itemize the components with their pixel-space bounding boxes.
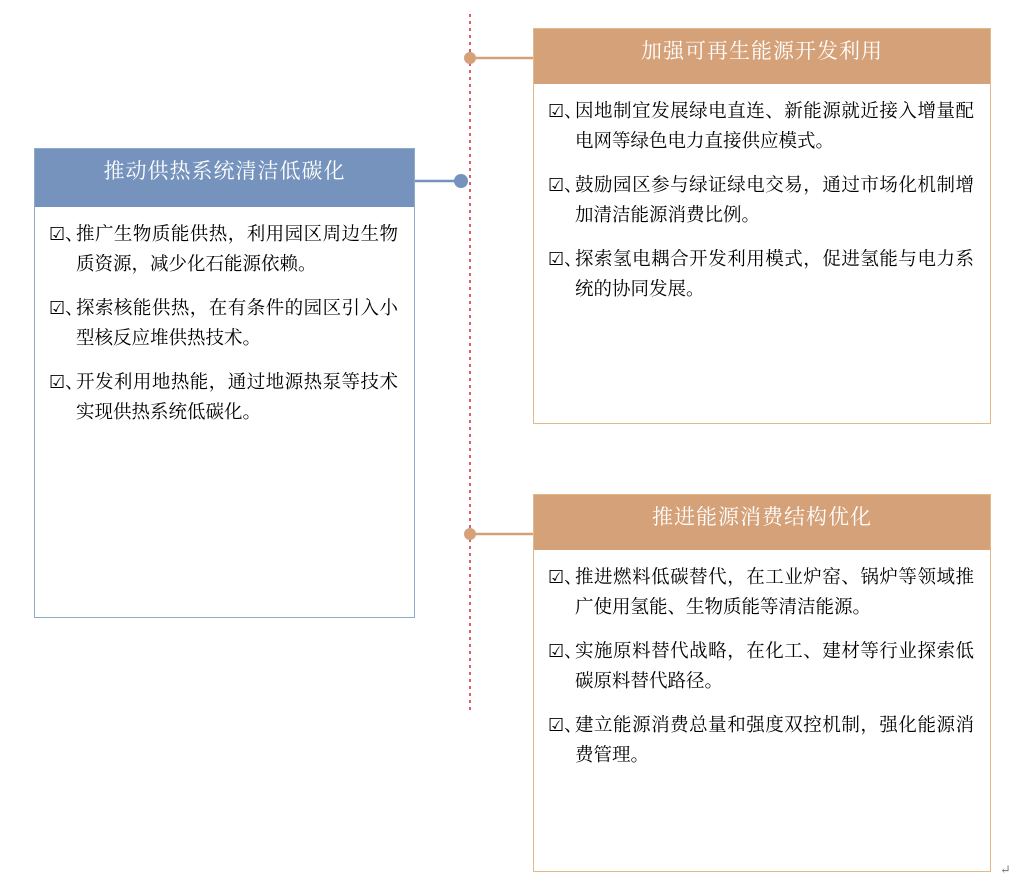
checkbox-icon: ☑、: [49, 371, 84, 393]
list-item-text: 推进燃料低碳替代，在工业炉窑、锅炉等领域推广使用氢能、生物质能等清洁能源。: [575, 568, 974, 618]
list-item-text: 实施原料替代战略，在化工、建材等行业探索低碳原料替代路径。: [575, 641, 974, 692]
checkbox-icon: ☑、: [548, 714, 583, 736]
list-item[interactable]: [49, 369, 398, 429]
paragraph-mark: ↵: [1000, 862, 1011, 877]
list-item-text: 开发利用地热能，通过地源热泵等技术实现供热系统低碳化。: [76, 372, 398, 423]
card-consumption-title: 推进能源消费结构优化: [534, 495, 990, 550]
list-item[interactable]: [49, 295, 398, 355]
list-item[interactable]: [548, 712, 974, 772]
checkbox-icon: ☑、: [548, 567, 583, 588]
card-renewable-title: 加强可再生能源开发利用: [534, 29, 990, 84]
checkbox-icon: ☑、: [548, 640, 583, 662]
branch-node-consumption: [464, 528, 476, 540]
card-consumption-body: [534, 550, 990, 786]
card-renewable-body: [534, 84, 990, 320]
list-item-text: 探索氢电耦合开发利用模式，促进氢能与电力系统的协同发展。: [575, 249, 974, 300]
checkbox-icon: ☑、: [548, 248, 583, 270]
checkbox-icon: ☑、: [49, 224, 84, 245]
checkbox-icon: ☑、: [548, 101, 583, 122]
branch-node-renewable: [464, 52, 476, 64]
card-heating[interactable]: [34, 148, 415, 618]
list-item-text: 推广生物质能供热，利用园区周边生物质资源，减少化石能源依赖。: [76, 225, 398, 275]
card-renewable[interactable]: [533, 28, 991, 424]
list-item[interactable]: [548, 638, 974, 698]
list-item[interactable]: [548, 98, 974, 158]
branch-node-heating: [454, 174, 468, 188]
list-item[interactable]: [548, 172, 974, 232]
checkbox-icon: ☑、: [548, 174, 583, 196]
card-heating-body: [35, 207, 414, 443]
list-item[interactable]: [49, 221, 398, 281]
list-item-text: 建立能源消费总量和强度双控机制，强化能源消费管理。: [575, 715, 974, 766]
card-consumption[interactable]: [533, 494, 991, 872]
list-item-text: 因地制宜发展绿电直连、新能源就近接入增量配电网等绿色电力直接供应模式。: [575, 102, 974, 152]
list-item-text: 探索核能供热，在有条件的园区引入小型核反应堆供热技术。: [76, 298, 398, 349]
list-item[interactable]: [548, 246, 974, 306]
list-item[interactable]: [548, 564, 974, 624]
card-heating-title: 推动供热系统清洁低碳化: [35, 149, 414, 207]
list-item-text: 鼓励园区参与绿证绿电交易，通过市场化机制增加清洁能源消费比例。: [575, 175, 974, 226]
checkbox-icon: ☑、: [49, 297, 84, 319]
